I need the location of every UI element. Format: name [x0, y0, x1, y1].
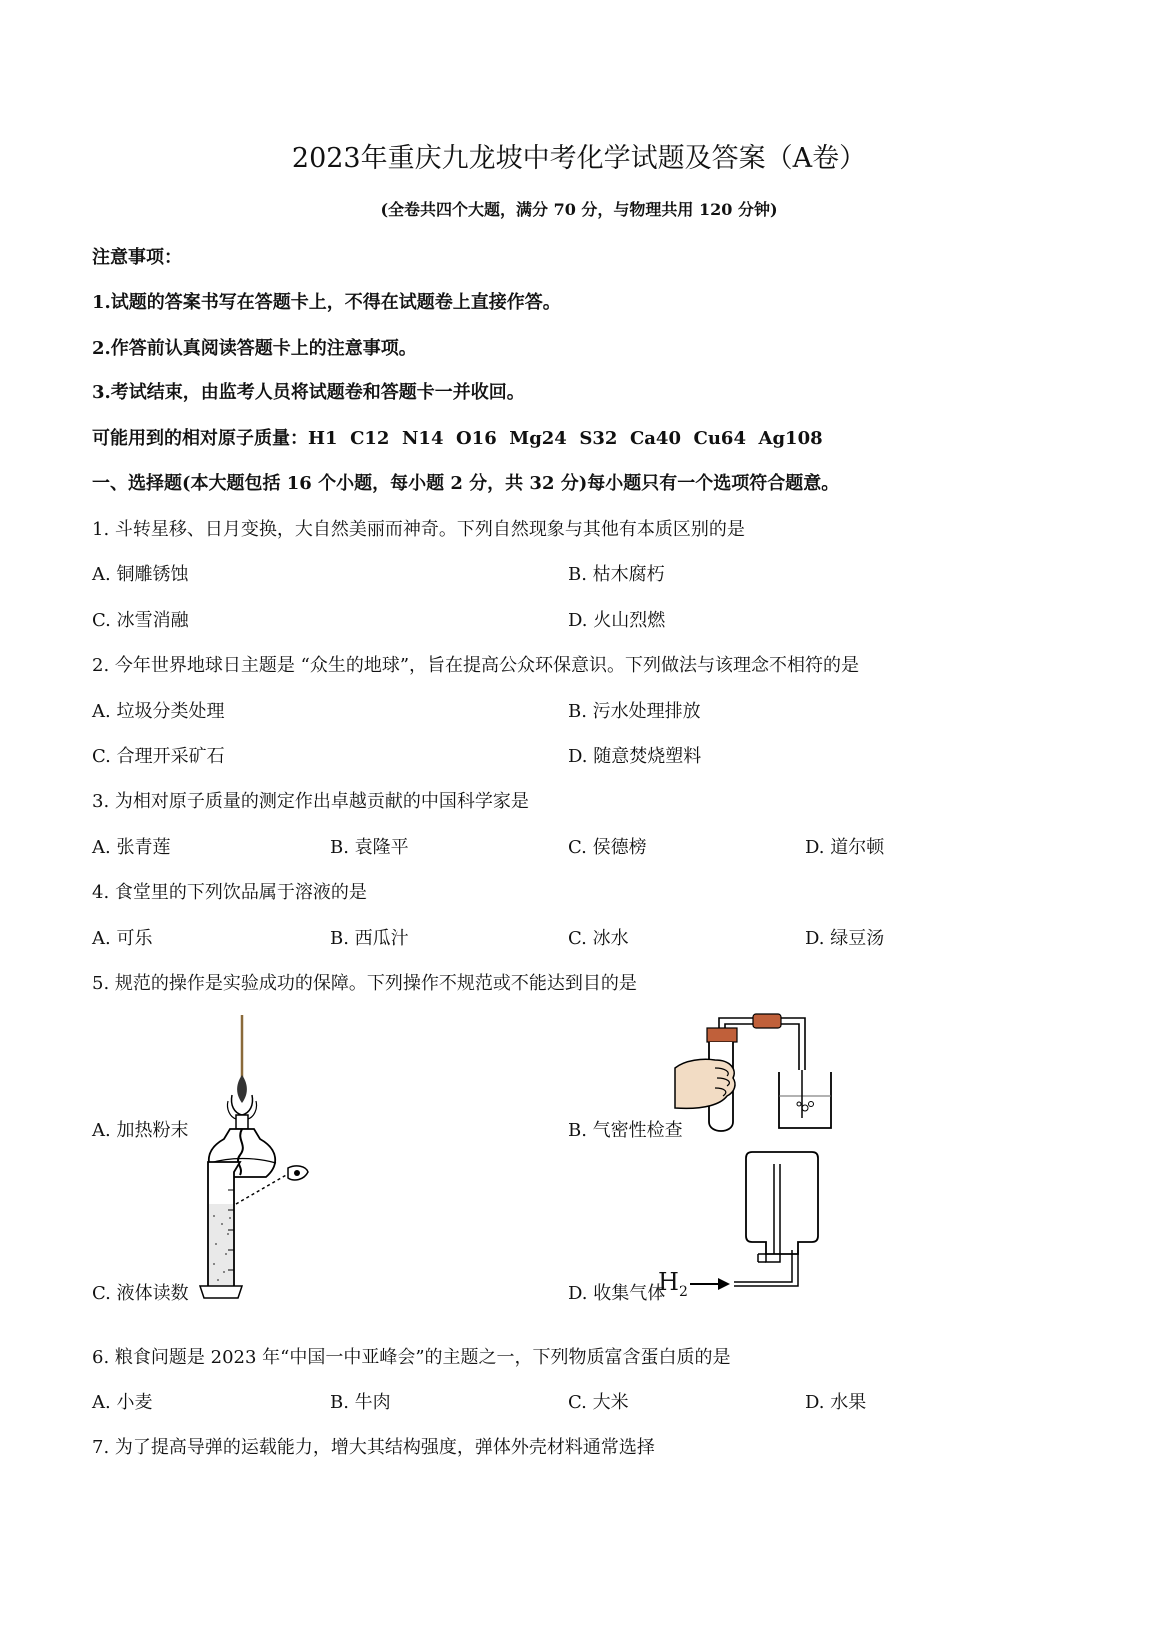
question-1-option-b: B. 枯木腐朽 [568, 564, 665, 585]
arrow-icon [690, 1277, 730, 1291]
question-3-option-c: C. 侯德榜 [568, 837, 647, 858]
page-title: 2023年重庆九龙坡中考化学试题及答案（A卷） [291, 143, 867, 174]
question-4-stem: 4. 食堂里的下列饮品属于溶液的是 [92, 882, 367, 903]
question-5-option-c: C. 液体读数 [92, 1283, 189, 1304]
notice-item-2: 2.作答前认真阅读答题卡上的注意事项。 [92, 338, 417, 359]
question-4-option-d: D. 绿豆汤 [805, 928, 885, 949]
question-1-option-a: A. 铜雕锈蚀 [92, 564, 189, 585]
hydrogen-symbol: H [658, 1268, 679, 1296]
airtightness-check-figure [675, 1000, 875, 1135]
question-3-option-a: A. 张青莲 [92, 837, 171, 858]
question-4-option-a: A. 可乐 [92, 928, 153, 949]
page-subtitle: (全卷共四个大题，满分 70 分，与物理共用 120 分钟) [380, 200, 778, 219]
question-7-stem: 7. 为了提高导弹的运载能力，增大其结构强度，弹体外壳材料通常选择 [92, 1437, 655, 1458]
question-3-option-d: D. 道尔顿 [805, 837, 885, 858]
question-5-option-a: A. 加热粉末 [92, 1120, 189, 1141]
question-4-option-c: C. 冰水 [568, 928, 629, 949]
question-1-option-d: D. 火山烈燃 [568, 610, 666, 631]
hydrogen-subscript: 2 [678, 1284, 688, 1300]
question-4-option-b: B. 西瓜汁 [330, 928, 409, 949]
question-5-option-d: D. 收集气体 [568, 1283, 666, 1304]
gas-collection-figure [730, 1150, 850, 1290]
question-2-option-a: A. 垃圾分类处理 [92, 701, 225, 722]
question-2-option-c: C. 合理开采矿石 [92, 746, 225, 767]
question-1-option-c: C. 冰雪消融 [92, 610, 189, 631]
section-heading: 一、选择题(本大题包括 16 个小题，每小题 2 分，共 32 分)每小题只有一个选项符合题意。 [92, 473, 840, 494]
question-6-option-c: C. 大米 [568, 1392, 629, 1413]
question-2-option-d: D. 随意焚烧塑料 [568, 746, 702, 767]
question-6-option-d: D. 水果 [805, 1392, 867, 1413]
question-3-option-b: B. 袁隆平 [330, 837, 409, 858]
question-2-stem: 2. 今年世界地球日主题是 “众生的地球”，旨在提高公众环保意识。下列做法与该理念不相符的是 [92, 655, 860, 676]
notice-item-1: 1.试题的答案书写在答题卡上，不得在试题卷上直接作答。 [92, 292, 561, 313]
atomic-masses: 可能用到的相对原子质量：H1 C12 N14 O16 Mg24 S32 Ca40 Cu64 Ag108 [92, 428, 823, 449]
question-1-stem: 1. 斗转星移、日月变换，大自然美丽而神奇。下列自然现象与其他有本质区别的是 [92, 519, 745, 540]
question-5-option-b: B. 气密性检查 [568, 1120, 683, 1141]
question-3-stem: 3. 为相对原子质量的测定作出卓越贡献的中国科学家是 [92, 791, 529, 812]
question-6-option-a: A. 小麦 [92, 1392, 153, 1413]
notice-heading: 注意事项： [92, 247, 182, 268]
question-6-stem: 6. 粮食问题是 2023 年“中国一中亚峰会”的主题之一，下列物质富含蛋白质的是 [92, 1347, 731, 1368]
graduated-cylinder-figure [200, 1160, 315, 1300]
question-6-option-b: B. 牛肉 [330, 1392, 391, 1413]
question-5-stem: 5. 规范的操作是实验成功的保障。下列操作不规范或不能达到目的是 [92, 973, 637, 994]
notice-item-3: 3.考试结束，由监考人员将试题卷和答题卡一并收回。 [92, 382, 525, 403]
question-2-option-b: B. 污水处理排放 [568, 701, 701, 722]
